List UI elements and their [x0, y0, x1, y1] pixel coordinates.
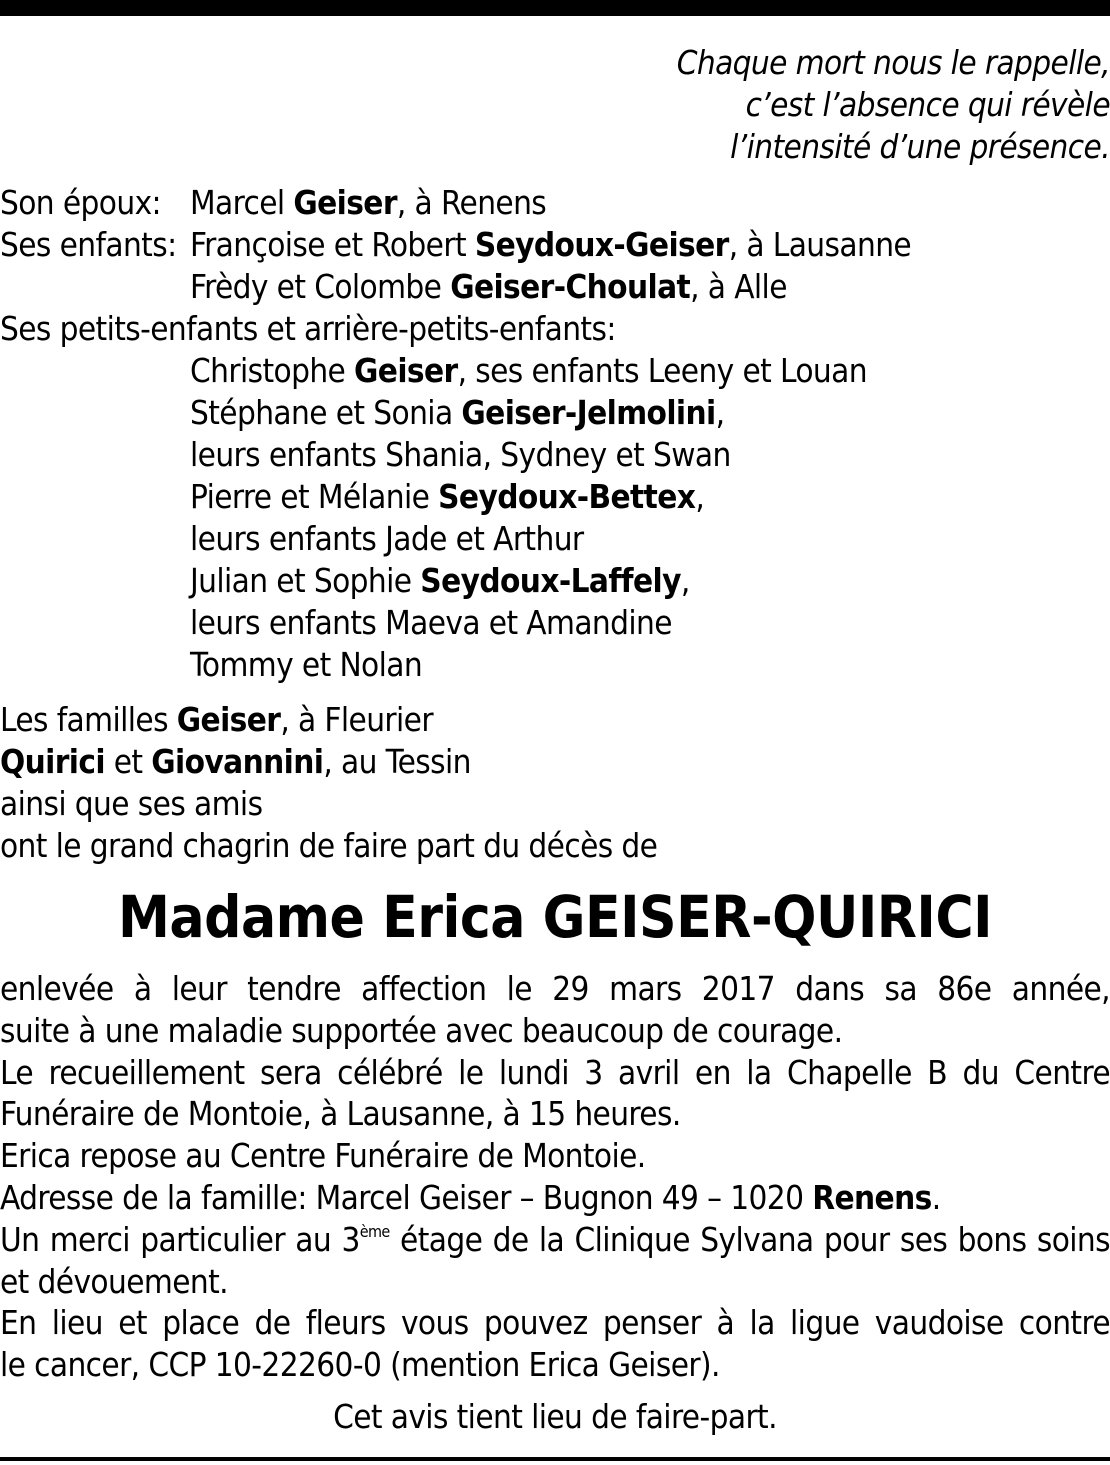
- spouse-place: , à Renens: [396, 183, 547, 222]
- detail-line: enlevée à leur tendre affection le 29 mars 2017 dans sa 86e année,: [0, 969, 1110, 1008]
- punctuation: .: [931, 1177, 941, 1217]
- quote-line: c’est l’absence qui révèle: [745, 84, 1110, 124]
- great-grandchildren: leurs enfants Maeva et Amandine: [190, 603, 672, 642]
- thanks-line: [0, 1219, 1110, 1261]
- spouse-label: Son époux:: [0, 183, 161, 222]
- quote-line: Chaque mort nous le rappelle,: [676, 43, 1110, 82]
- child-entry: [190, 266, 787, 308]
- address-line: [0, 1177, 1110, 1219]
- child-surname: Geiser-Choulat: [450, 267, 691, 306]
- grandchild-first-name: Stéphane et Sonia: [190, 393, 462, 432]
- deceased-name: Madame Erica GEISER-QUIRICI: [117, 883, 993, 951]
- grandchild-surname: Seydoux-Laffely: [420, 561, 681, 600]
- child-entry: [190, 224, 911, 266]
- relatives-line: [0, 741, 471, 783]
- detail-line: Erica repose au Centre Funéraire de Montoie.: [0, 1136, 646, 1176]
- relatives-place: , à Fleurier: [280, 700, 433, 739]
- grandchild-first-name: Julian et Sophie: [190, 561, 421, 600]
- grandchild-surname: Seydoux-Bettex: [438, 477, 696, 516]
- grandchild-entry: [190, 560, 690, 602]
- punctuation: ,: [715, 393, 725, 432]
- ordinal-suffix: ème: [359, 1221, 390, 1241]
- grandchild-entry: [190, 476, 704, 518]
- children-line: [0, 224, 176, 266]
- grandchild-entry: Tommy et Nolan: [190, 645, 423, 684]
- child-place: , à Lausanne: [728, 225, 912, 264]
- child-first-names: Frèdy et Colombe: [190, 267, 451, 306]
- great-grandchildren: leurs enfants Jade et Arthur: [190, 519, 584, 558]
- details-block: [0, 968, 1110, 1386]
- grandchild-first-name: Christophe: [190, 351, 355, 390]
- punctuation: ,: [680, 561, 690, 600]
- detail-line: le cancer, CCP 10-22260-0 (mention Erica Geiser).: [0, 1345, 720, 1385]
- children-label: Ses enfants:: [0, 225, 177, 264]
- spouse-line: [0, 182, 161, 224]
- closing-note: Cet avis tient lieu de faire-part.: [333, 1397, 777, 1436]
- address-city: Renens: [812, 1177, 932, 1217]
- detail-line: suite à une maladie supportée avec beaucoup de courage.: [0, 1010, 843, 1050]
- relatives-surname: Giovannini: [151, 742, 324, 781]
- grandchild-surname: Geiser: [354, 351, 458, 390]
- grandchild-entry: [190, 392, 724, 434]
- address-text: Adresse de la famille: Marcel Geiser – Bugnon 49 – 1020: [0, 1177, 813, 1217]
- detail-line: En lieu et place de fleurs vous pouvez penser à la ligue vaudoise contre: [0, 1303, 1110, 1343]
- top-rule: [0, 0, 1110, 16]
- detail-line: Le recueillement sera célébré le lundi 3 avril en la Chapelle B du Centre: [0, 1052, 1110, 1092]
- child-place: , à Alle: [690, 267, 787, 306]
- epigraph-quote: [677, 42, 1110, 167]
- thanks-text: Un merci particulier au 3: [0, 1219, 360, 1259]
- relatives-text: et: [104, 742, 152, 781]
- thanks-text: étage de la Clinique Sylvana pour ses bons soins: [389, 1219, 1110, 1259]
- relatives-line: [0, 699, 433, 741]
- friends-line: ainsi que ses amis: [0, 784, 263, 823]
- spouse-first-name: Marcel: [190, 183, 294, 222]
- bottom-rule: [0, 1457, 1110, 1461]
- spouse-entry: [190, 182, 546, 224]
- relatives-text: Les familles: [0, 700, 177, 739]
- detail-line: Funéraire de Montoie, à Lausanne, à 15 heures.: [0, 1094, 681, 1134]
- relatives-place: , au Tessin: [323, 742, 471, 781]
- great-grandchildren: leurs enfants Shania, Sydney et Swan: [190, 435, 731, 474]
- grandchild-entry: [190, 350, 867, 392]
- punctuation: ,: [695, 477, 705, 516]
- quote-line: l’intensité d’une présence.: [730, 126, 1110, 166]
- spouse-surname: Geiser: [293, 183, 397, 222]
- relatives-surname: Geiser: [176, 700, 281, 739]
- child-surname: Seydoux-Geiser: [474, 225, 729, 264]
- detail-line: et dévouement.: [0, 1261, 228, 1301]
- child-first-names: Françoise et Robert: [190, 225, 475, 264]
- grandchild-children: , ses enfants Leeny et Louan: [457, 351, 867, 390]
- grandchildren-label: Ses petits-enfants et arrière-petits-enfants:: [0, 309, 616, 348]
- relatives-surname: Quirici: [0, 742, 105, 781]
- grandchild-surname: Geiser-Jelmolini: [461, 393, 716, 432]
- announcement-line: ont le grand chagrin de faire part du décès de: [0, 826, 658, 865]
- grandchild-first-name: Pierre et Mélanie: [190, 477, 439, 516]
